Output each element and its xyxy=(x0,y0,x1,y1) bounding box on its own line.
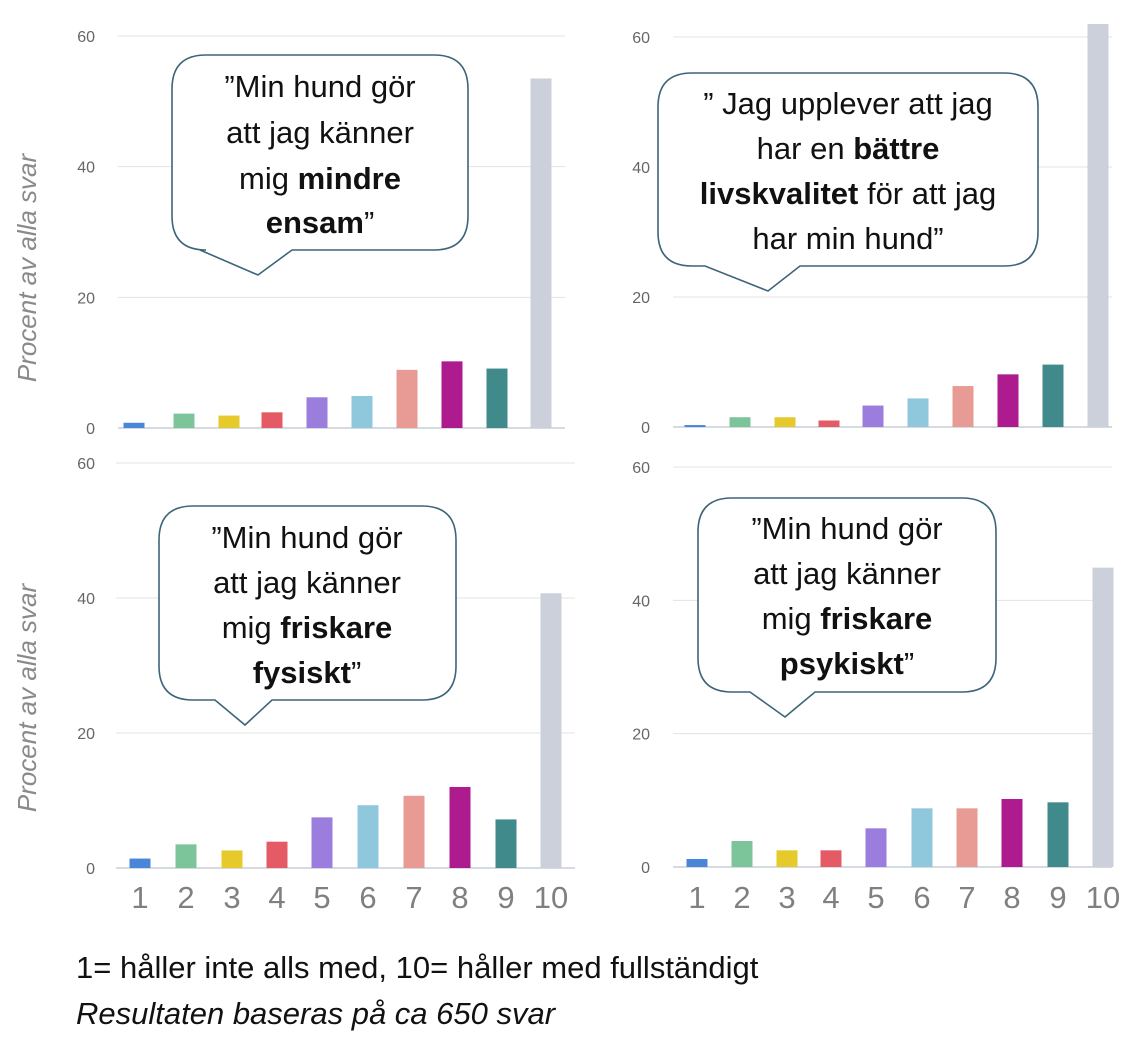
quote-line xyxy=(780,646,914,681)
x-tick-label-5: 5 xyxy=(867,880,885,915)
x-tick-label-7: 7 xyxy=(405,880,423,915)
bar-2 xyxy=(174,414,195,428)
quote-segment: mig xyxy=(221,610,281,645)
quote-segment: ”Min hund gör xyxy=(751,511,943,546)
x-tick-label-2: 2 xyxy=(733,880,751,915)
quote-segment: ensam xyxy=(265,205,364,240)
y-tick-label: 40 xyxy=(632,160,650,177)
bar-1 xyxy=(130,859,151,868)
bar-4 xyxy=(267,842,288,868)
quote-segment: att jag känner xyxy=(213,565,401,600)
bar-3 xyxy=(219,416,240,428)
bar-7 xyxy=(957,808,978,867)
quote-line xyxy=(211,520,402,555)
y-tick-label: 40 xyxy=(632,593,650,611)
x-tick-label-1: 1 xyxy=(688,880,706,915)
y-tick-label: 60 xyxy=(77,29,95,46)
quote-line xyxy=(700,176,996,211)
x-tick-label-8: 8 xyxy=(451,880,469,915)
bar-5 xyxy=(866,828,887,867)
quote-line xyxy=(222,610,393,645)
quote-segment: har en xyxy=(756,131,854,166)
quote-segment: ”Min hund gör xyxy=(211,520,403,555)
x-tick-label-4: 4 xyxy=(822,880,840,915)
y-tick-label: 0 xyxy=(86,421,95,438)
bar-6 xyxy=(908,398,929,427)
bar-1 xyxy=(687,859,708,867)
bar-4 xyxy=(821,850,842,867)
quote-line xyxy=(224,69,415,104)
bar-10 xyxy=(541,593,562,868)
y-axis-label: Procent av alla svar xyxy=(12,153,42,383)
y-tick-label: 60 xyxy=(632,460,650,477)
quote-segment: att jag känner xyxy=(226,115,414,150)
bar-8 xyxy=(450,787,471,868)
quote-segment: att jag känner xyxy=(753,556,941,591)
quote-segment: ” Jag upplever att jag xyxy=(703,86,993,121)
bar-5 xyxy=(307,397,328,428)
bar-7 xyxy=(404,796,425,868)
bar-7 xyxy=(953,386,974,427)
bar-9 xyxy=(1048,802,1069,867)
x-tick-label-3: 3 xyxy=(223,880,241,915)
x-tick-label-10: 10 xyxy=(533,880,569,915)
quote-segment: mig xyxy=(761,601,821,636)
bar-6 xyxy=(912,808,933,867)
bar-3 xyxy=(775,417,796,427)
quote-line xyxy=(753,556,941,591)
quote-line xyxy=(226,115,414,150)
bar-8 xyxy=(998,374,1019,427)
bar-6 xyxy=(352,396,373,428)
bar-5 xyxy=(863,406,884,427)
basis-note: Resultaten baseras på ca 650 svar xyxy=(76,996,556,1031)
x-tick-label-4: 4 xyxy=(268,880,286,915)
x-tick-label-9: 9 xyxy=(497,880,515,915)
x-tick-label-1: 1 xyxy=(131,880,149,915)
bar-10 xyxy=(1088,24,1109,427)
chart-panel-2 xyxy=(632,24,1112,437)
quote-line xyxy=(752,221,943,256)
bar-2 xyxy=(730,417,751,427)
quote-segment: mig xyxy=(239,161,298,196)
chart-panel-3 xyxy=(12,456,575,878)
bar-4 xyxy=(819,421,840,428)
bar-2 xyxy=(732,841,753,867)
y-axis-label: Procent av alla svar xyxy=(12,583,42,813)
y-tick-label: 40 xyxy=(77,159,95,177)
quote-line xyxy=(239,161,401,196)
y-tick-label: 20 xyxy=(632,726,650,744)
bar-6 xyxy=(358,805,379,868)
bar-9 xyxy=(1043,365,1064,427)
quote-line xyxy=(213,565,401,600)
bar-10 xyxy=(531,78,552,428)
x-tick-label-2: 2 xyxy=(177,880,195,915)
y-tick-label: 40 xyxy=(77,591,95,608)
x-tick-label-8: 8 xyxy=(1003,880,1021,915)
chart-panel-1 xyxy=(12,29,565,438)
quote-line xyxy=(703,86,993,121)
bar-9 xyxy=(487,369,508,428)
bar-1 xyxy=(124,423,145,428)
chart-panel-4 xyxy=(632,460,1113,877)
bar-8 xyxy=(442,361,463,428)
quote-segment: ” xyxy=(350,655,362,690)
bar-10 xyxy=(1093,568,1114,867)
quote-segment: psykiskt xyxy=(779,646,904,681)
quote-segment: har min hund” xyxy=(752,221,944,256)
x-tick-label-3: 3 xyxy=(778,880,796,915)
x-tick-label-6: 6 xyxy=(359,880,377,915)
y-tick-label: 60 xyxy=(632,30,650,47)
y-tick-label: 20 xyxy=(77,726,95,743)
bar-5 xyxy=(312,817,333,868)
x-tick-label-6: 6 xyxy=(913,880,931,915)
quote-segment: fysiskt xyxy=(252,655,351,690)
quote-line xyxy=(751,511,942,546)
x-tick-label-10: 10 xyxy=(1085,880,1121,915)
quote-segment: livskvalitet xyxy=(699,176,859,211)
y-tick-label: 0 xyxy=(86,861,95,878)
quote-segment: bättre xyxy=(853,131,940,166)
y-tick-label: 20 xyxy=(632,290,650,307)
bar-3 xyxy=(222,850,243,868)
bar-7 xyxy=(397,370,418,428)
quote-segment: ” xyxy=(363,205,375,240)
bar-1 xyxy=(685,425,706,427)
quote-line xyxy=(266,205,375,240)
quote-line xyxy=(757,131,940,166)
bar-4 xyxy=(262,412,283,428)
quote-segment: ” xyxy=(903,646,915,681)
bar-8 xyxy=(1002,799,1023,867)
quote-line xyxy=(762,601,933,636)
y-tick-label: 0 xyxy=(641,420,650,437)
quote-segment: ”Min hund gör xyxy=(224,69,416,104)
quote-segment: för att jag xyxy=(858,176,997,211)
bar-9 xyxy=(496,819,517,868)
quote-segment: friskare xyxy=(820,601,933,636)
x-tick-label-5: 5 xyxy=(313,880,331,915)
quote-line xyxy=(253,655,362,690)
quote-segment: friskare xyxy=(280,610,393,645)
scale-note: 1= håller inte alls med, 10= håller med fullständigt xyxy=(76,950,759,985)
y-tick-label: 0 xyxy=(641,860,650,877)
bar-3 xyxy=(777,850,798,867)
y-tick-label: 60 xyxy=(77,456,95,473)
x-tick-label-7: 7 xyxy=(958,880,976,915)
y-tick-label: 20 xyxy=(77,290,95,308)
x-tick-label-9: 9 xyxy=(1049,880,1067,915)
bar-2 xyxy=(176,844,197,868)
quote-segment: mindre xyxy=(297,161,401,196)
